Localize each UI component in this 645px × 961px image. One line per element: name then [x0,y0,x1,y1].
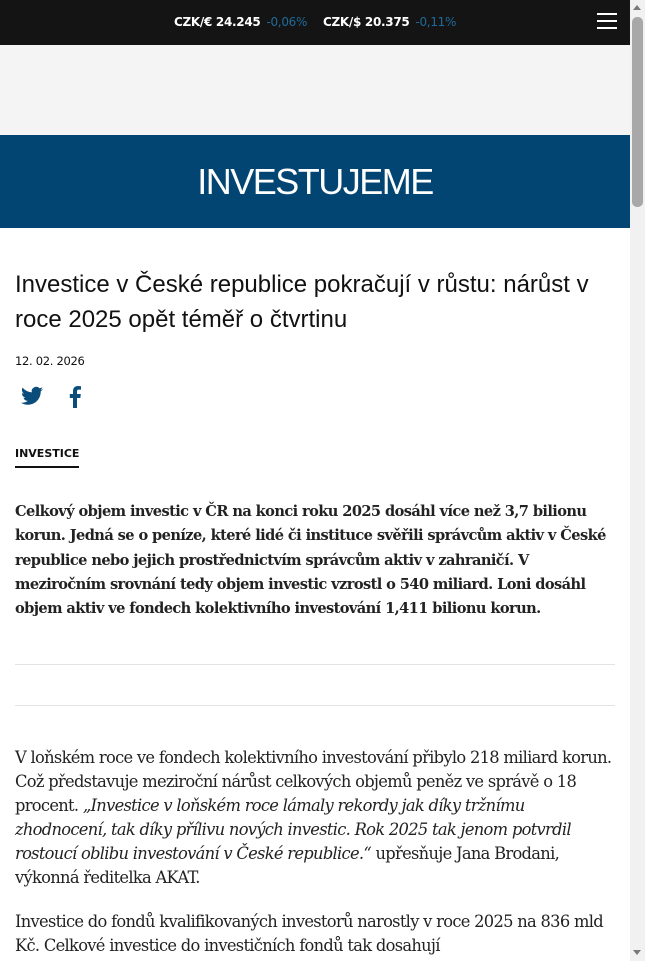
divider [15,664,615,665]
ad-space [0,45,630,135]
rate-usd-change: -0,11% [415,15,457,29]
facebook-icon[interactable] [69,386,81,408]
category-tag[interactable]: INVESTICE [15,447,79,468]
twitter-icon[interactable] [21,386,43,406]
scroll-up-icon[interactable] [633,5,641,10]
article-date: 12. 02. 2026 [15,354,85,368]
site-banner [0,135,630,228]
scroll-down-icon[interactable] [633,950,641,955]
site-logo[interactable]: INVESTUJEME [197,160,433,202]
article-body [15,746,615,961]
currency-bar [0,0,630,45]
rate-eur-change: -0,06% [266,15,308,29]
rate-eur-value: CZK/€ 24.245 [174,15,261,29]
paragraph-text: V loňském roce ve fondech kolektivního investování přibylo 218 miliard korun. Což představuje meziroční nárůst celkových objemů peněz ve správě o 18 procent. [15,748,612,815]
quote: „Investice v loňském roce lámaly rekordy jak díky tržnímu zhodnocení, tak díky přílivu nových investic. Rok 2025 tak jenom potvrdil rostoucí oblibu investování v České republice.“ [15,796,571,863]
scrollbar[interactable] [630,0,645,961]
quote-attribution: upřesňuje Jana Brodani, výkonná ředitelka AKAT. [15,844,560,887]
scrollbar-thumb[interactable] [632,17,643,207]
rate-usd [323,15,456,29]
rate-eur [174,15,307,29]
article-lead: Celkový objem investic v ČR na konci roku 2025 dosáhl více než 3,7 bilionu korun. Jedná se o peníze, které lidé či instituce svěřili správcům aktiv v České republice nebo jejich prostřednictvím správcům aktiv v zahraničí. V meziročním srovnání tedy objem investic vzrostl o 540 miliard. Loni dosáhl objem aktiv ve fondech kolektivního investování 1,411 bilionu korun. [15,503,606,618]
rate-usd-value: CZK/$ 20.375 [323,15,410,29]
article-title: Investice v České republice pokračují v růstu: nárůst v roce 2025 opět téměř o čtvrtinu [15,271,589,333]
share-buttons [21,386,81,408]
hamburger-menu-icon[interactable] [597,13,617,31]
paragraph [15,746,615,890]
divider [15,705,615,706]
paragraph: Investice do fondů kvalifikovaných investorů narostly v roce 2025 na 836 mld Kč. Celkové investice do investičních fondů tak dosahují [15,912,603,955]
